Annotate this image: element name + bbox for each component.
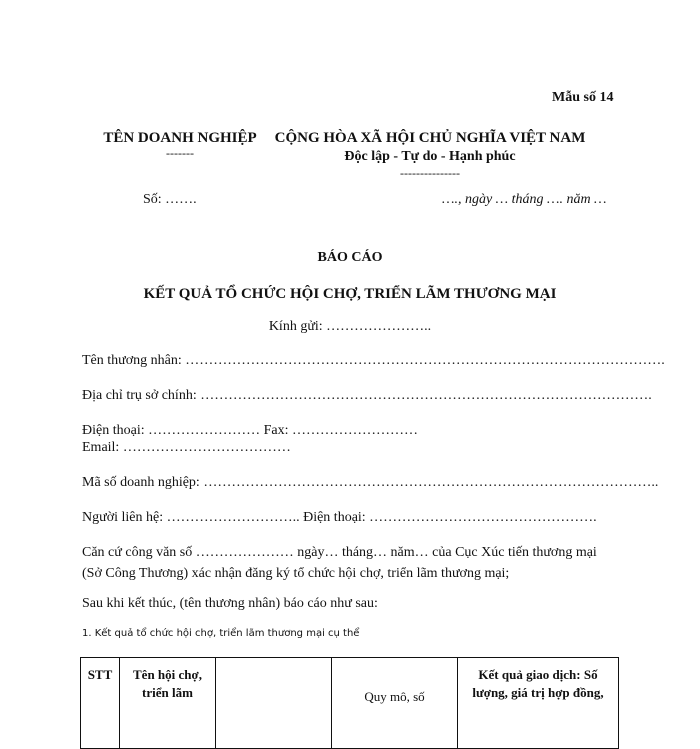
- document-number: Số: …….: [143, 192, 197, 207]
- report-title: BÁO CÁO: [317, 250, 383, 265]
- contact-field: Người liên hệ: ……………………….. Điện thoại: ………………………………………….: [82, 510, 597, 525]
- header-cell-fair-name: Tên hội chợ, triển lãm: [120, 658, 216, 749]
- address-field: Địa chỉ trụ sở chính: …………………………………………………………………………………….: [82, 388, 652, 403]
- motto-divider: ---------------: [400, 166, 460, 180]
- header-cell-transaction-results: Kết quả giao dịch: Số lượng, giá trị hợp đồng,: [458, 658, 619, 749]
- document-date: …., ngày … tháng …. năm …: [442, 192, 607, 207]
- company-name-divider: -------: [166, 146, 194, 160]
- recipient-line: Kính gửi: …………………..: [268, 319, 432, 334]
- tax-code-field: Mã số doanh nghiệp: ……………………………………………………………………………………..: [82, 475, 659, 490]
- basis-paragraph: Căn cứ công văn số ………………… ngày… tháng… năm… của Cục Xúc tiến thương mại (Sở Công Thương) xác nhận đăng ký tổ chức hội chợ, triển lãm thương mại;: [82, 545, 597, 581]
- section-heading: 1. Kết quả tổ chức hội chợ, triển lãm thương mại cụ thể: [82, 628, 360, 639]
- company-name: TÊN DOANH NGHIỆP: [103, 130, 257, 146]
- table-header-row: [81, 658, 619, 749]
- trader-name-field: Tên thương nhân: ………………………………………………………………………………………….: [82, 353, 665, 368]
- phone-fax-field: Điện thoại: …………………… Fax: ………………………: [82, 423, 418, 438]
- header-cell-blank: [216, 658, 332, 749]
- header-cell-index: STT: [81, 658, 120, 749]
- national-motto: Độc lập - Tự do - Hạnh phúc: [344, 149, 516, 164]
- email-field: Email: ………………………………: [82, 440, 291, 455]
- results-table: [80, 657, 619, 749]
- header-cell-scale: Quy mô, số: [332, 658, 458, 749]
- nation-title: CỘNG HÒA XÃ HỘI CHỦ NGHĨA VIỆT NAM: [274, 130, 586, 146]
- intro-paragraph: Sau khi kết thúc, (tên thương nhân) báo cáo như sau:: [82, 596, 378, 611]
- form-number: Mẫu số 14: [552, 90, 614, 105]
- report-subtitle: KẾT QUẢ TỔ CHỨC HỘI CHỢ, TRIỂN LÃM THƯƠNG MẠI: [143, 286, 557, 302]
